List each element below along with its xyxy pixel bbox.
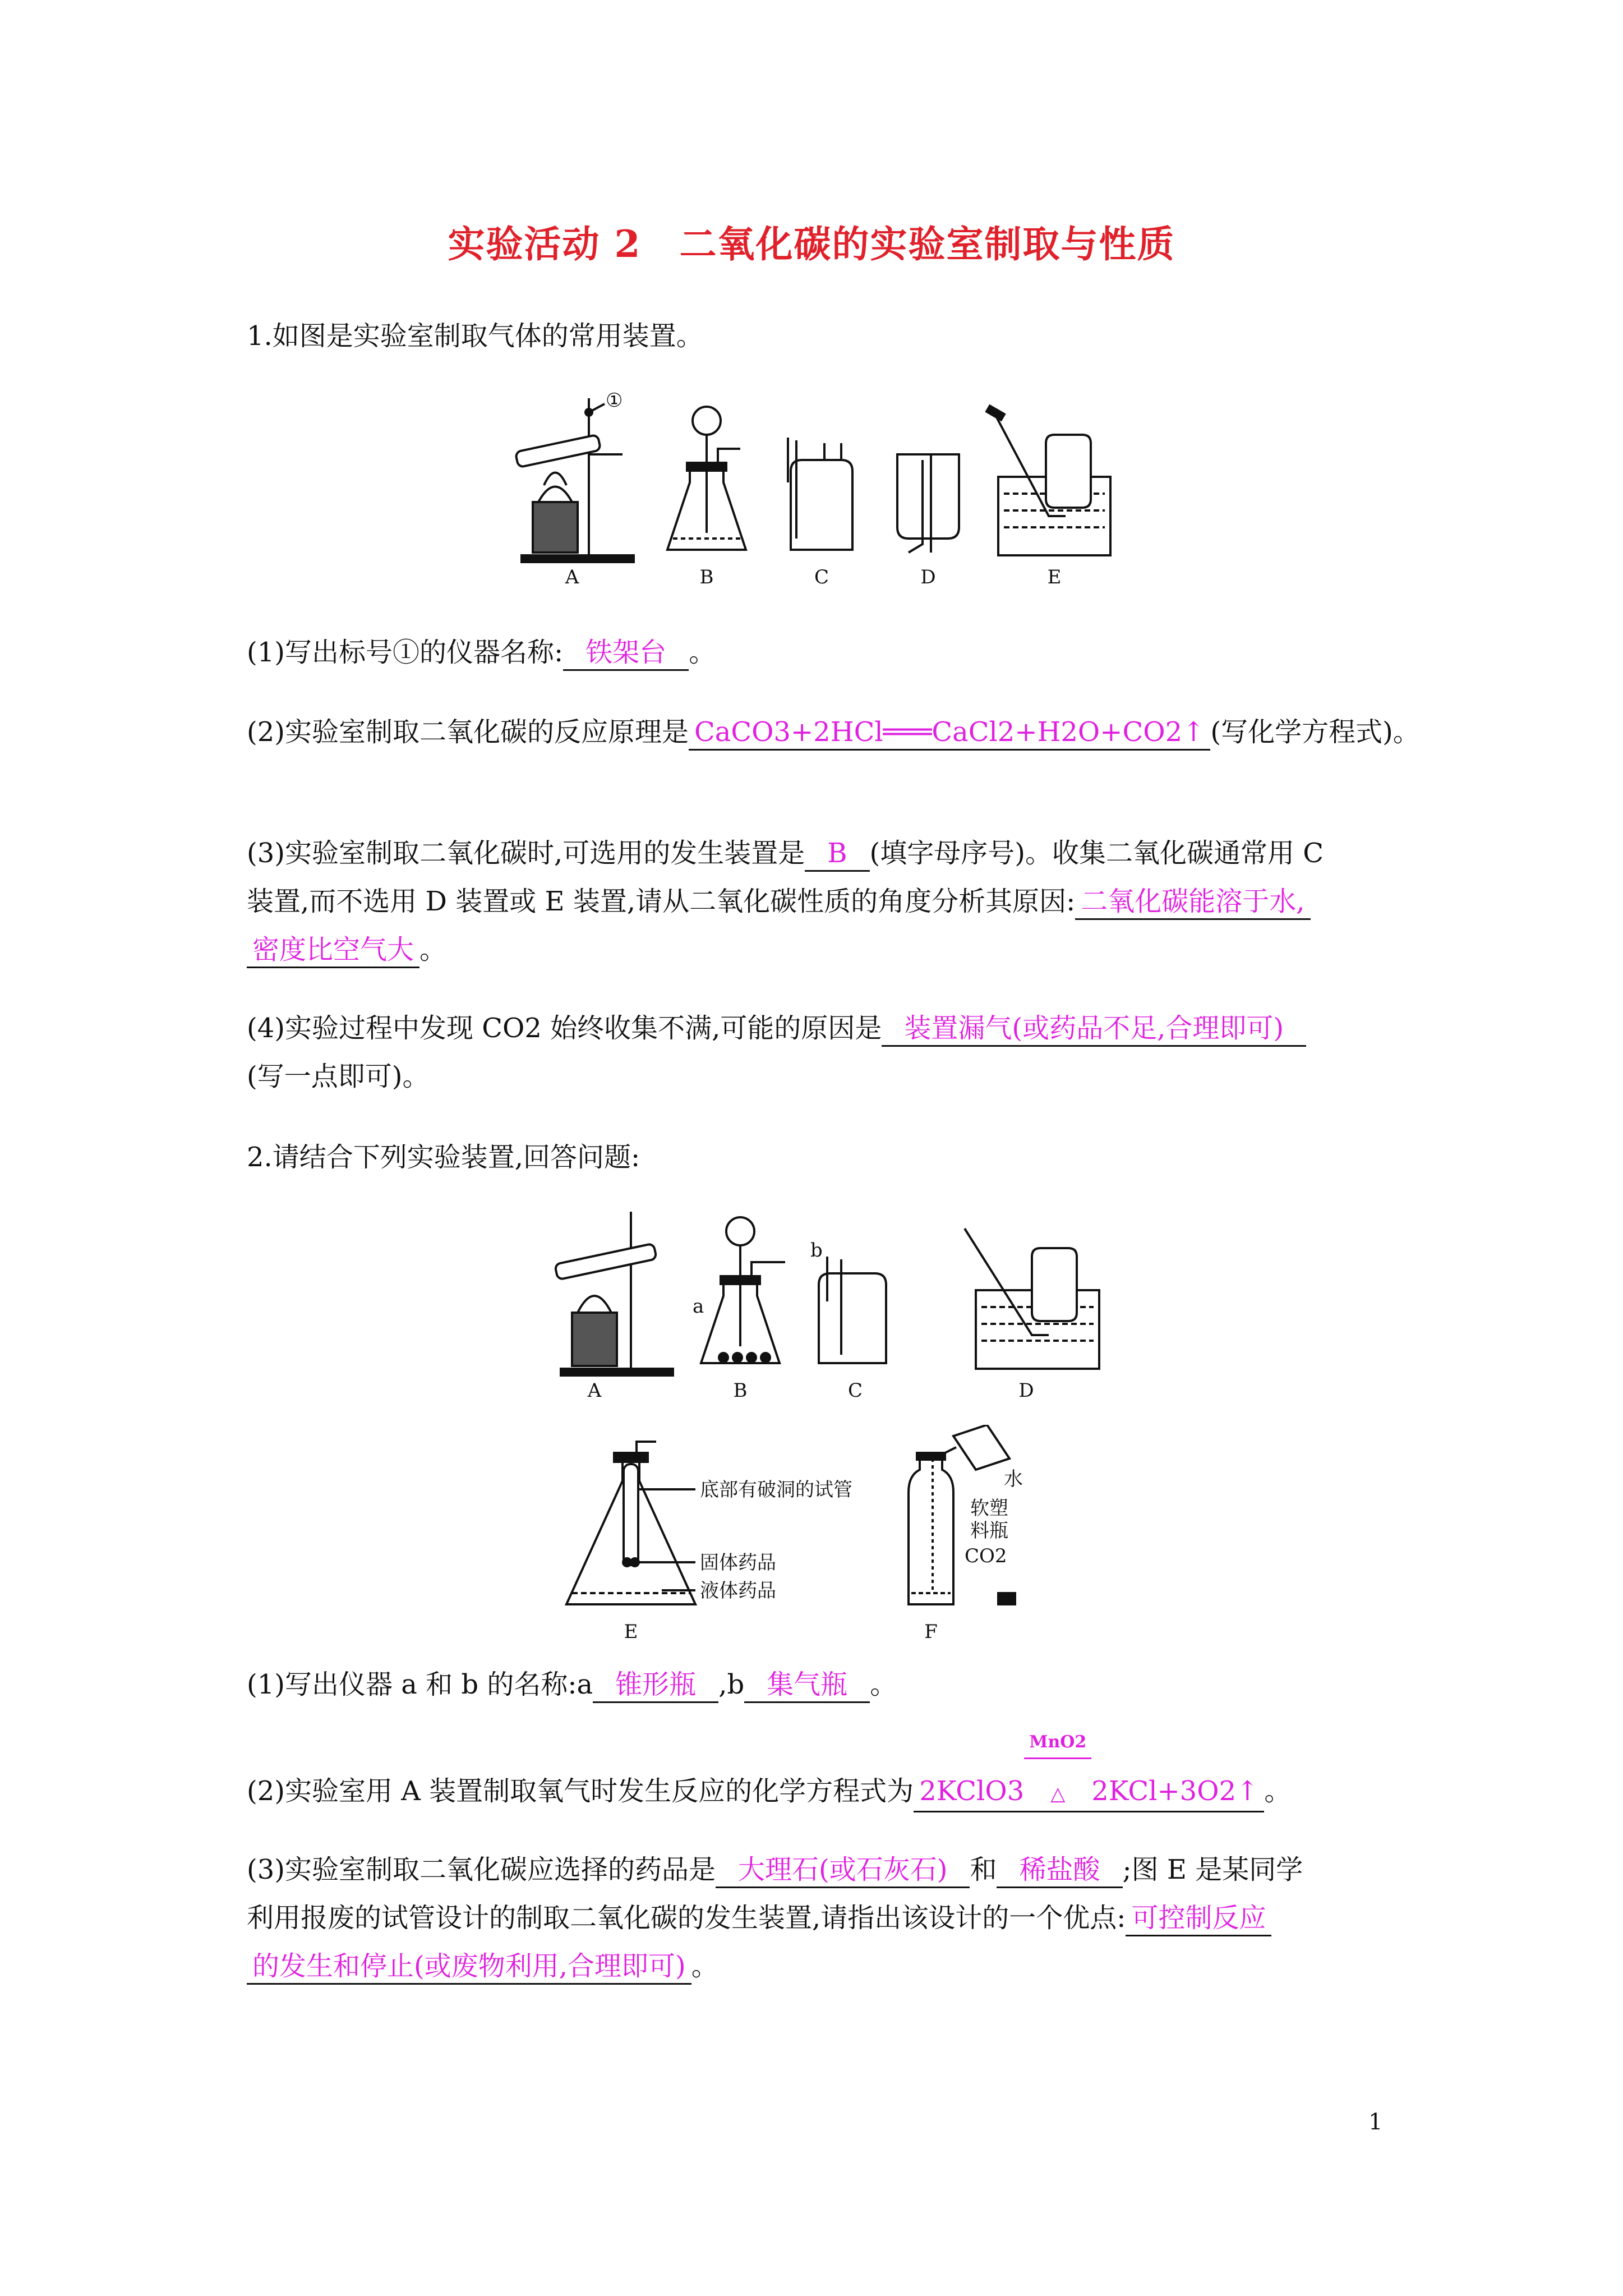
f-label-co2: CO2 [965, 1545, 1007, 1567]
answer-field: 密度比空气大 [247, 933, 419, 968]
fig1-label-c: C [814, 566, 829, 588]
fig1-label-b: B [699, 566, 714, 588]
fig2-label-a: A [587, 1379, 602, 1402]
q2-part1: (1)写出仪器 a 和 b 的名称:a 锥形瓶 ,b 集气瓶 。 [247, 1660, 897, 1709]
q1-part4: (4)实验过程中发现 CO2 始终收集不满,可能的原因是 装置漏气(或药品不足,合理即可) (写一点即可)。 [247, 1004, 1306, 1101]
label-a: a [693, 1295, 704, 1318]
f-label-bottle-2: 料瓶 [970, 1520, 1008, 1542]
q2-stem: 2.请结合下列实验装置,回答问题: [247, 1142, 640, 1173]
f-label-bottle-1: 软塑 [970, 1497, 1008, 1520]
e-label-tube: 底部有破洞的试管 [700, 1479, 852, 1501]
q2-apparatus-figure-top [550, 1206, 1110, 1402]
answer-field: 二氧化碳能溶于水, [1075, 885, 1310, 920]
answer-field: B [805, 836, 869, 872]
q2-part3: (3)实验室制取二氧化碳应选择的药品是 大理石(或石灰石) 和 稀盐酸 ;图 E 是某同学 利用报废的试管设计的制取二氧化碳的发生装置,请指出该设计的一个优点: 可控制反应 的发生和停止(或废物利用,合理即可) 。 [247, 1846, 1303, 1990]
apparatus-a [515, 398, 634, 562]
q1-part1: (1)写出标号①的仪器名称: 铁架台 。 [247, 628, 716, 677]
answer-field: 装置漏气(或药品不足,合理即可) [882, 1011, 1306, 1047]
apparatus-d [965, 1228, 1099, 1369]
answer-field: 稀盐酸 [997, 1853, 1122, 1888]
fig2-label-b: B [733, 1379, 748, 1402]
answer-field: 2KClO3 MnO2 △ 2KCl+3O2↑ [914, 1774, 1264, 1812]
q1-part3: (3)实验室制取二氧化碳时,可选用的发生装置是 B (填字母序号)。收集二氧化碳通常用 C 装置,而不选用 D 装置或 E 装置,请从二氧化碳性质的角度分析其原因: 二氧化碳能溶于水, 密度比空气大 。 [247, 829, 1324, 974]
apparatus-c [788, 438, 852, 550]
answer-field: CaCO3+2HCl═══CaCl2+H2O+CO2↑ [689, 715, 1210, 751]
answer-field: 可控制反应 [1126, 1901, 1271, 1936]
fig2-label-e: E [624, 1621, 638, 1643]
fig1-label-e: E [1047, 566, 1062, 588]
page-title: 实验活动 2 二氧化碳的实验室制取与性质 [448, 222, 1175, 266]
apparatus-e [986, 406, 1110, 555]
apparatus-a [555, 1212, 673, 1375]
answer-field: 锥形瓶 [593, 1668, 718, 1703]
apparatus-b [701, 1217, 785, 1363]
q2-apparatus-figure-bottom [561, 1425, 1077, 1644]
q1-apparatus-figure [505, 387, 1133, 589]
catalyst-label: MnO2 [1029, 1732, 1087, 1752]
apparatus-d [897, 454, 959, 553]
e-label-solid: 固体药品 [700, 1552, 776, 1574]
e-label-liquid: 液体药品 [700, 1580, 776, 1602]
fig2-label-d: D [1018, 1379, 1034, 1402]
q1-stem: 1.如图是实验室制取气体的常用装置。 [247, 320, 703, 352]
fig2-label-f: F [924, 1621, 938, 1643]
fig2-label-c: C [847, 1379, 863, 1402]
fig1-label-d: D [920, 566, 936, 588]
apparatus-b [667, 407, 746, 550]
marker-1: ① [606, 389, 623, 412]
answer-field: 铁架台 [563, 636, 689, 671]
apparatus-e [566, 1442, 695, 1604]
f-label-water: 水 [1004, 1468, 1023, 1490]
apparatus-c [819, 1257, 886, 1363]
answer-field: 大理石(或石灰石) [716, 1853, 970, 1888]
q1-part2: (2)实验室制取二氧化碳的反应原理是 CaCO3+2HCl═══CaCl2+H2O+CO2↑ (写化学方程式)。 [247, 708, 1420, 756]
answer-field: 集气瓶 [744, 1668, 870, 1703]
fig1-label-a: A [565, 566, 579, 588]
heat-symbol: △ [1050, 1783, 1066, 1805]
answer-field: 的发生和停止(或废物利用,合理即可) [247, 1949, 691, 1985]
page-number: 1 [1368, 2109, 1383, 2135]
q2-part2: (2)实验室用 A 装置制取氧气时发生反应的化学方程式为 2KClO3 MnO2 △ 2KCl+3O2↑ 。 [247, 1767, 1291, 1815]
label-b: b [810, 1239, 823, 1262]
